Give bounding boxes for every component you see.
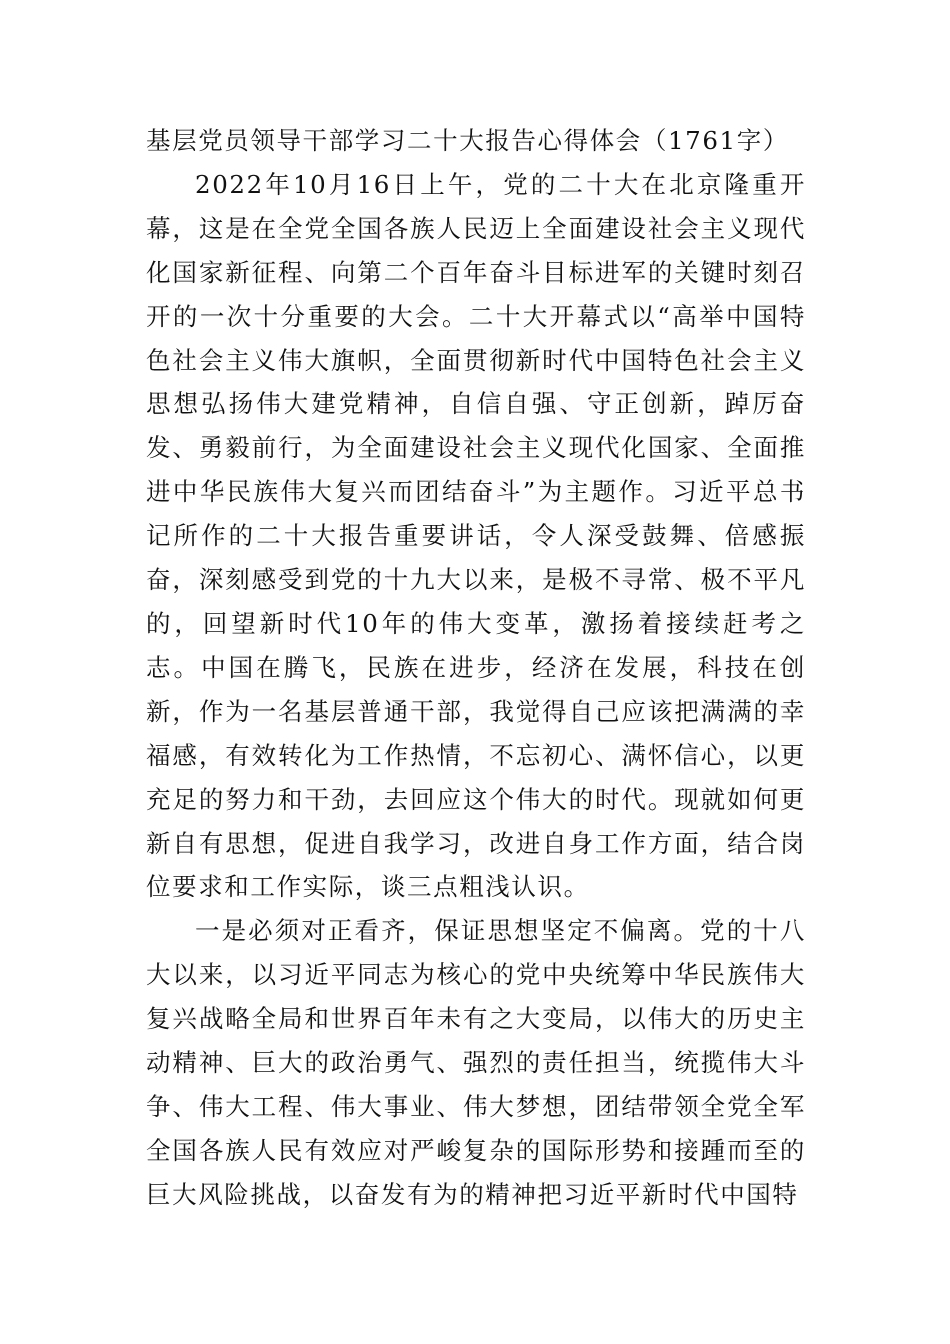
document-title: 基层党员领导干部学习二十大报告心得体会（1761字） xyxy=(146,126,789,155)
paragraph-point-one: 一是必须对正看齐，保证思想坚定不偏离。党的十八大以来，以习近平同志为核心的党中央统筹中华民族伟大复兴战略全局和世界百年未有之大变局，以伟大的历史主动精神、巨大的政治勇气、强烈的责任担当，统揽伟大斗争、伟大工程、伟大事业、伟大梦想，团结带领全党全军全国各族人民有效应对严峻复杂的国际形势和接踵而至的巨大风险挑战，以奋发有为的精神把习近平新时代中国特 xyxy=(146,916,806,1209)
document-body xyxy=(146,119,806,1217)
paragraph-intro: 2022年10月16日上午，党的二十大在北京隆重开幕，这是在全党全国各族人民迈上全面建设社会主义现代化国家新征程、向第二个百年奋斗目标进军的关键时刻召开的一次十分重要的大会。二十大开幕式以“高举中国特色社会主义伟大旗帜，全面贯彻新时代中国特色社会主义思想弘扬伟大建党精神，自信自强、守正创新，踔厉奋发、勇毅前行，为全面建设社会主义现代化国家、全面推进中华民族伟大复兴而团结奋斗”为主题作。习近平总书记所作的二十大报告重要讲话，令人深受鼓舞、倍感振奋，深刻感受到党的十九大以来，是极不寻常、极不平凡的，回望新时代10年的伟大变革，激扬着接续赶考之志。中国在腾飞，民族在进步，经济在发展，科技在创新，作为一名基层普通干部，我觉得自己应该把满满的幸福感，有效转化为工作热情，不忘初心、满怀信心，以更充足的努力和干劲，去回应这个伟大的时代。现就如何更新自有思想，促进自我学习，改进自身工作方面，结合岗位要求和工作实际，谈三点粗浅认识。 xyxy=(146,169,806,902)
